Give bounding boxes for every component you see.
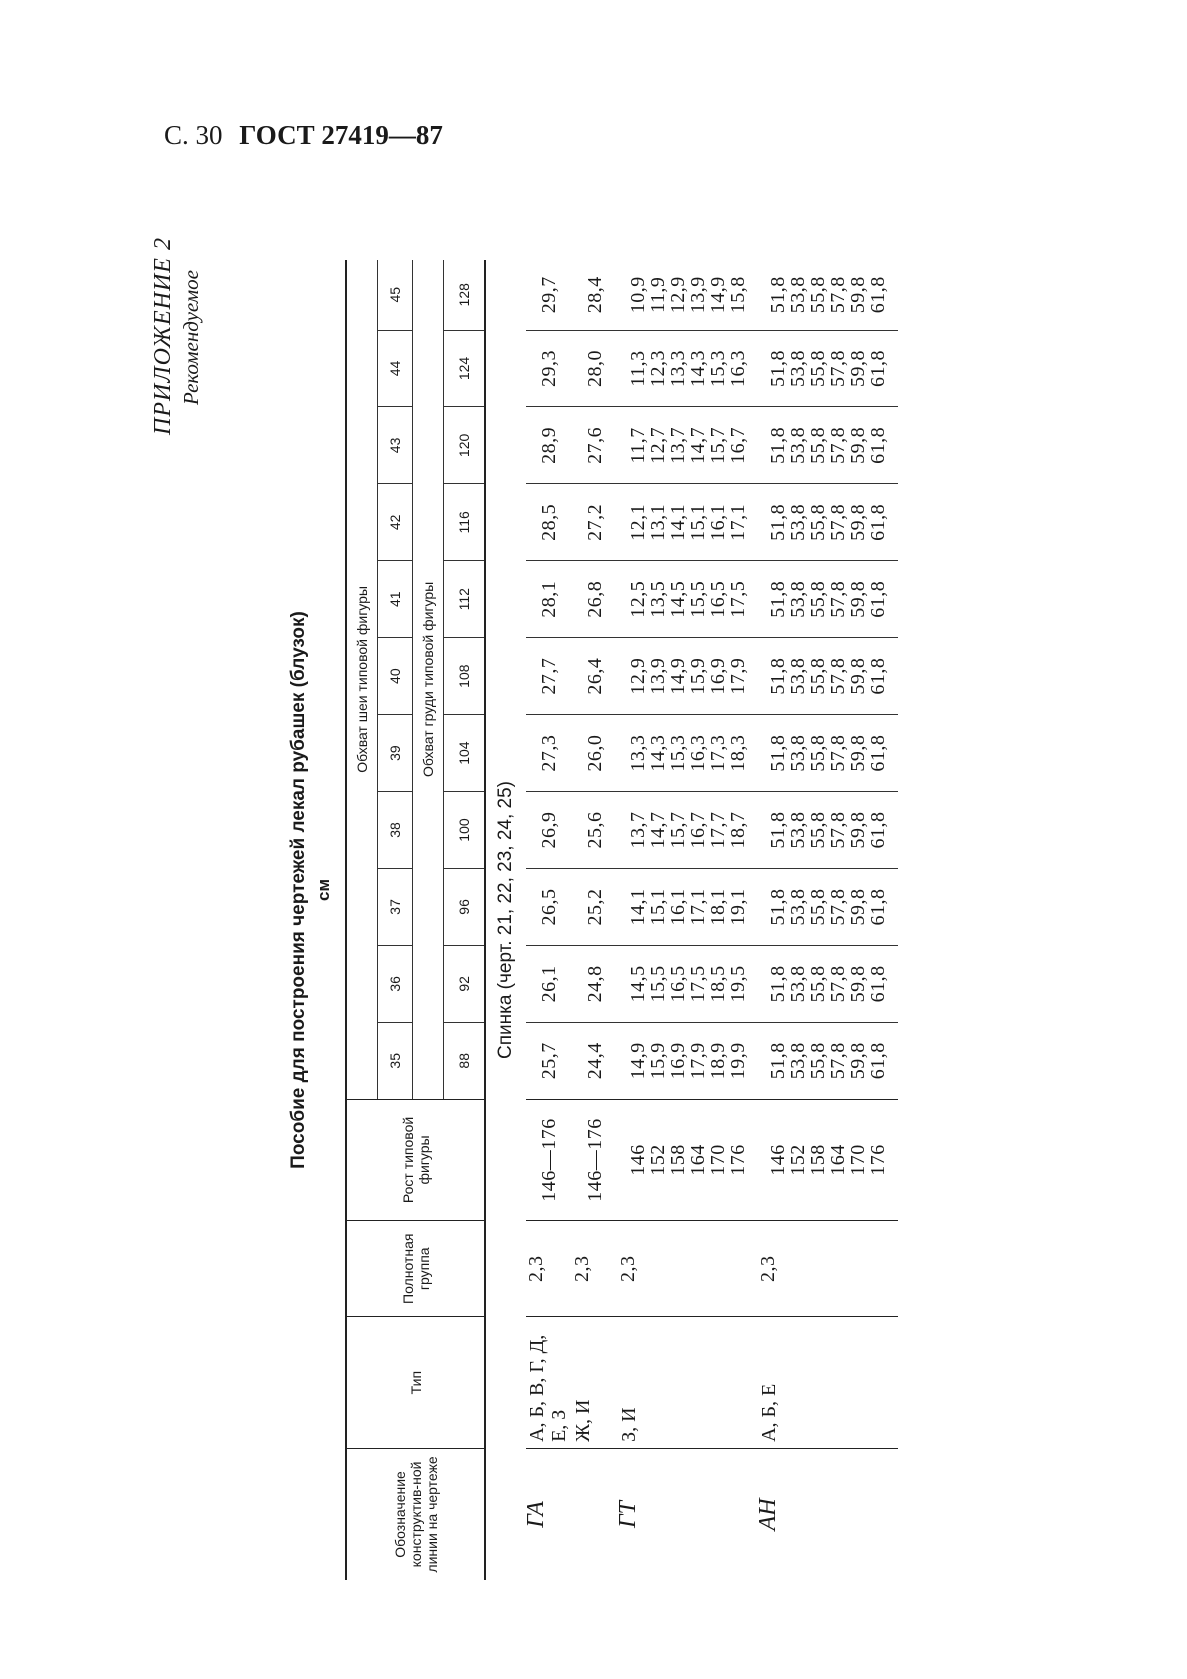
value-cell: 53,8 [787, 276, 809, 314]
value-cell: 16,5 [707, 580, 729, 618]
value-cell: 27,2 [572, 484, 618, 561]
value-stack [618, 945, 758, 1022]
value-cell: 59,8 [847, 657, 869, 695]
value-stack [758, 715, 898, 792]
value-cell: 16,9 [707, 657, 729, 695]
value-cell: 61,8 [867, 503, 889, 541]
value-cell: 59,8 [847, 811, 869, 849]
value-stack [758, 1022, 898, 1099]
value-stack [758, 260, 898, 330]
value-cell: 15,9 [647, 1042, 669, 1080]
value-cell: 18,3 [727, 734, 749, 772]
value-cell: 16,1 [707, 503, 729, 541]
value-cell: 57,8 [827, 657, 849, 695]
height-value: 176 [867, 1144, 889, 1176]
value-cell: 55,8 [807, 349, 829, 387]
value-cell: 15,3 [707, 349, 729, 387]
value-cell: 28,4 [584, 276, 606, 314]
value-cell: 53,8 [787, 811, 809, 849]
page-header [164, 120, 443, 151]
value-cell: 57,8 [827, 888, 849, 926]
value-cell: 13,1 [647, 503, 669, 541]
value-cell: 55,8 [807, 426, 829, 464]
value-cell: 14,7 [687, 426, 709, 464]
value-cell: 16,7 [727, 426, 749, 464]
header-neck-group: Обхват шеи типовой фигуры [346, 260, 378, 1099]
value-cell: 59,8 [847, 580, 869, 618]
value-cell: 55,8 [807, 811, 829, 849]
value-cell: 57,8 [827, 811, 849, 849]
data-table [345, 260, 898, 1580]
table-title: Пособие для построения чертежей лекал рубашек (блузок) [288, 611, 309, 1169]
value-cell: 51,8 [767, 503, 789, 541]
value-cell: 55,8 [807, 276, 829, 314]
value-cell: 19,9 [727, 1042, 749, 1080]
chest-size: 128 [444, 260, 486, 330]
value-cell: 51,8 [767, 1042, 789, 1080]
value-cell: 55,8 [807, 965, 829, 1003]
value-cell: 25,7 [526, 1022, 572, 1099]
value-cell: 51,8 [767, 426, 789, 464]
value-cell: 14,9 [707, 276, 729, 314]
value-cell: 12,5 [627, 580, 649, 618]
rotated-table-area [285, 200, 1085, 1580]
figure-height-list [758, 1099, 898, 1220]
value-cell: 17,7 [707, 811, 729, 849]
chest-size: 124 [444, 330, 486, 407]
value-cell: 29,7 [538, 276, 560, 314]
value-cell: 61,8 [867, 811, 889, 849]
value-cell: 55,8 [807, 580, 829, 618]
header-height: Рост типовой фигуры [346, 1099, 485, 1220]
value-cell: 29,3 [526, 330, 572, 407]
value-cell: 18,9 [707, 1042, 729, 1080]
height-value: 152 [787, 1144, 809, 1176]
height-value: 146 [627, 1144, 649, 1176]
value-stack [758, 330, 898, 407]
value-cell: 13,9 [687, 276, 709, 314]
value-cell: 27,6 [572, 407, 618, 484]
value-cell: 11,9 [647, 276, 669, 313]
value-cell: 59,8 [847, 426, 869, 464]
value-cell: 28,1 [526, 561, 572, 638]
value-cell: 15,5 [687, 580, 709, 618]
value-stack [618, 868, 758, 945]
value-stack [618, 407, 758, 484]
value-cell: 53,8 [787, 657, 809, 695]
value-stack [618, 792, 758, 869]
value-cell: 14,5 [667, 580, 689, 618]
value-cell: 17,1 [687, 888, 709, 926]
value-cell: 26,5 [526, 868, 572, 945]
fullness-group: 2,3 [572, 1221, 618, 1317]
value-stack [618, 484, 758, 561]
value-cell: 10,9 [627, 276, 649, 314]
value-cell: 53,8 [787, 503, 809, 541]
value-cell: 18,5 [707, 965, 729, 1003]
value-cell: 61,8 [867, 580, 889, 618]
fullness-group: 2,3 [618, 1221, 758, 1317]
value-cell: 57,8 [827, 965, 849, 1003]
value-cell: 59,8 [847, 349, 869, 387]
value-cell: 28,9 [526, 407, 572, 484]
value-cell: 13,3 [667, 349, 689, 387]
height-value: 158 [667, 1144, 689, 1176]
chest-size: 100 [444, 792, 486, 869]
value-cell: 26,8 [572, 561, 618, 638]
value-cell: 59,8 [847, 965, 869, 1003]
neck-size: 40 [378, 638, 413, 715]
value-cell: 61,8 [867, 276, 889, 314]
neck-size: 35 [378, 1022, 413, 1099]
neck-size: 38 [378, 792, 413, 869]
value-cell: 18,7 [727, 811, 749, 849]
table-row [618, 260, 758, 1580]
value-cell: 13,3 [627, 734, 649, 772]
value-cell: 15,9 [687, 657, 709, 695]
value-stack [758, 638, 898, 715]
value-cell: 51,8 [767, 657, 789, 695]
value-cell: 55,8 [807, 888, 829, 926]
chest-size: 112 [444, 561, 486, 638]
value-cell: 61,8 [867, 734, 889, 772]
value-stack [758, 407, 898, 484]
value-cell: 57,8 [827, 503, 849, 541]
value-cell: 17,5 [687, 965, 709, 1003]
line-code: ГТ [618, 1448, 758, 1580]
standard-number: ГОСТ 27419—87 [239, 120, 443, 150]
value-cell: 57,8 [827, 276, 849, 314]
value-cell: 51,8 [767, 888, 789, 926]
value-cell: 57,8 [827, 734, 849, 772]
value-cell: 19,5 [727, 965, 749, 1003]
value-cell: 16,9 [667, 1042, 689, 1080]
page-number: С. 30 [164, 120, 223, 150]
table-row [572, 260, 618, 1580]
value-cell: 24,8 [572, 945, 618, 1022]
figure-type: З, И [618, 1317, 758, 1449]
value-cell: 53,8 [787, 580, 809, 618]
figure-height: 146—176 [572, 1099, 618, 1220]
header-chest-group: Обхват груди типовой фигуры [413, 260, 444, 1099]
value-cell: 51,8 [767, 811, 789, 849]
value-cell: 17,1 [727, 503, 749, 541]
figure-height: 146—176 [526, 1099, 572, 1220]
value-cell: 19,1 [727, 888, 749, 926]
value-cell: 17,5 [727, 580, 749, 618]
value-cell: 26,0 [572, 715, 618, 792]
value-cell: 15,1 [647, 888, 669, 926]
table-caption [285, 200, 345, 1580]
value-cell: 61,8 [867, 426, 889, 464]
figure-type: А, Б, В, Г, Д, Е, З [526, 1317, 572, 1449]
value-cell: 57,8 [827, 1042, 849, 1080]
appendix-label [150, 195, 220, 435]
value-cell: 12,9 [627, 657, 649, 695]
neck-size: 42 [378, 484, 413, 561]
value-cell: 18,1 [707, 888, 729, 926]
value-cell: 15,5 [647, 965, 669, 1003]
value-cell: 53,8 [787, 426, 809, 464]
value-cell: 28,0 [572, 330, 618, 407]
value-cell: 14,1 [627, 888, 649, 926]
value-cell: 59,8 [847, 888, 869, 926]
value-cell: 14,5 [627, 965, 649, 1003]
height-value: 164 [687, 1144, 709, 1176]
height-value: 164 [827, 1144, 849, 1176]
value-cell: 14,3 [647, 734, 669, 772]
value-cell: 59,8 [847, 734, 869, 772]
value-cell: 61,8 [867, 888, 889, 926]
chest-size: 120 [444, 407, 486, 484]
value-cell: 51,8 [767, 734, 789, 772]
neck-size: 37 [378, 868, 413, 945]
header-fullness: Полнотная группа [346, 1221, 485, 1317]
value-cell: 15,7 [707, 426, 729, 464]
value-cell: 51,8 [767, 965, 789, 1003]
neck-size: 45 [378, 260, 413, 330]
height-value: 158 [807, 1144, 829, 1176]
value-stack [758, 945, 898, 1022]
value-cell: 27,7 [526, 638, 572, 715]
value-cell: 14,1 [667, 503, 689, 541]
table-row [526, 260, 572, 1580]
value-cell: 61,8 [867, 349, 889, 387]
chest-size: 96 [444, 868, 486, 945]
chest-size: 108 [444, 638, 486, 715]
value-cell: 57,8 [827, 349, 849, 387]
value-cell: 57,8 [827, 580, 849, 618]
neck-size: 36 [378, 945, 413, 1022]
value-stack [618, 1022, 758, 1099]
value-cell: 61,8 [867, 1042, 889, 1080]
value-cell: 55,8 [807, 1042, 829, 1080]
section-title: Спинка (черт. 21, 22, 23, 24, 25) [495, 781, 516, 1060]
value-cell: 28,5 [526, 484, 572, 561]
figure-type: Ж, И [572, 1317, 618, 1449]
figure-height-list [618, 1099, 758, 1220]
value-cell: 14,9 [627, 1042, 649, 1080]
chest-size: 92 [444, 945, 486, 1022]
table-unit: см [314, 878, 333, 902]
table-row [758, 260, 898, 1580]
value-cell: 16,3 [687, 734, 709, 772]
neck-size: 44 [378, 330, 413, 407]
value-cell: 14,3 [687, 349, 709, 387]
value-cell: 59,8 [847, 1042, 869, 1080]
value-cell: 12,3 [647, 349, 669, 387]
value-stack [758, 484, 898, 561]
value-cell: 15,8 [727, 276, 749, 314]
value-stack [618, 715, 758, 792]
value-cell: 13,9 [647, 657, 669, 695]
chest-size: 116 [444, 484, 486, 561]
value-cell: 51,8 [767, 349, 789, 387]
value-cell: 14,9 [667, 657, 689, 695]
value-cell: 55,8 [807, 503, 829, 541]
value-cell: 12,1 [627, 503, 649, 541]
value-cell: 12,7 [647, 426, 669, 464]
value-cell: 13,5 [647, 580, 669, 618]
value-stack [618, 638, 758, 715]
value-stack [758, 868, 898, 945]
value-cell: 16,3 [727, 349, 749, 387]
value-cell: 26,9 [526, 792, 572, 869]
neck-size: 41 [378, 561, 413, 638]
value-cell: 13,7 [627, 811, 649, 849]
figure-type: А, Б, Е [758, 1317, 898, 1449]
value-stack [618, 260, 758, 330]
value-cell: 17,9 [687, 1042, 709, 1080]
height-value: 152 [647, 1144, 669, 1176]
value-cell: 53,8 [787, 965, 809, 1003]
value-cell: 61,8 [867, 657, 889, 695]
value-cell: 51,8 [767, 276, 789, 314]
height-value: 176 [727, 1144, 749, 1176]
value-cell: 12,9 [667, 276, 689, 314]
neck-size: 39 [378, 715, 413, 792]
value-cell: 55,8 [807, 734, 829, 772]
value-cell: 15,3 [667, 734, 689, 772]
header-type: Тип [346, 1317, 485, 1449]
appendix-title: ПРИЛОЖЕНИЕ 2 [150, 237, 176, 435]
value-cell: 57,8 [827, 426, 849, 464]
value-cell: 53,8 [787, 1042, 809, 1080]
value-cell: 14,7 [647, 811, 669, 849]
value-cell: 25,6 [572, 792, 618, 869]
header-designation: Обозначение конструктив-ной линии на чертеже [346, 1448, 485, 1580]
line-code [572, 1448, 618, 1580]
value-cell: 26,4 [572, 638, 618, 715]
value-cell: 11,3 [627, 350, 649, 387]
value-cell: 13,7 [667, 426, 689, 464]
value-cell: 15,7 [667, 811, 689, 849]
value-cell: 51,8 [767, 580, 789, 618]
height-value: 146 [767, 1144, 789, 1176]
value-cell: 53,8 [787, 734, 809, 772]
neck-size: 43 [378, 407, 413, 484]
value-stack [618, 330, 758, 407]
fullness-group: 2,3 [526, 1221, 572, 1317]
chest-size: 104 [444, 715, 486, 792]
value-cell: 61,8 [867, 965, 889, 1003]
value-cell: 25,2 [572, 868, 618, 945]
fullness-group: 2,3 [758, 1221, 898, 1317]
value-stack [758, 561, 898, 638]
value-cell: 16,5 [667, 965, 689, 1003]
value-cell: 17,3 [707, 734, 729, 772]
value-cell: 16,7 [687, 811, 709, 849]
chest-size: 88 [444, 1022, 486, 1099]
value-cell: 53,8 [787, 349, 809, 387]
height-value: 170 [847, 1144, 869, 1176]
height-value: 170 [707, 1144, 729, 1176]
value-cell: 55,8 [807, 657, 829, 695]
value-cell: 59,8 [847, 503, 869, 541]
value-cell: 26,1 [526, 945, 572, 1022]
line-code: ГА [526, 1448, 572, 1580]
value-cell: 24,4 [572, 1022, 618, 1099]
value-cell: 16,1 [667, 888, 689, 926]
value-stack [758, 792, 898, 869]
value-cell: 17,9 [727, 657, 749, 695]
value-cell: 11,7 [627, 427, 649, 464]
value-cell: 15,1 [687, 503, 709, 541]
line-code: АН [758, 1448, 898, 1580]
value-stack [618, 561, 758, 638]
value-cell: 53,8 [787, 888, 809, 926]
value-cell: 27,3 [526, 715, 572, 792]
appendix-note: Рекомендуемое [179, 270, 203, 405]
value-cell: 59,8 [847, 276, 869, 314]
